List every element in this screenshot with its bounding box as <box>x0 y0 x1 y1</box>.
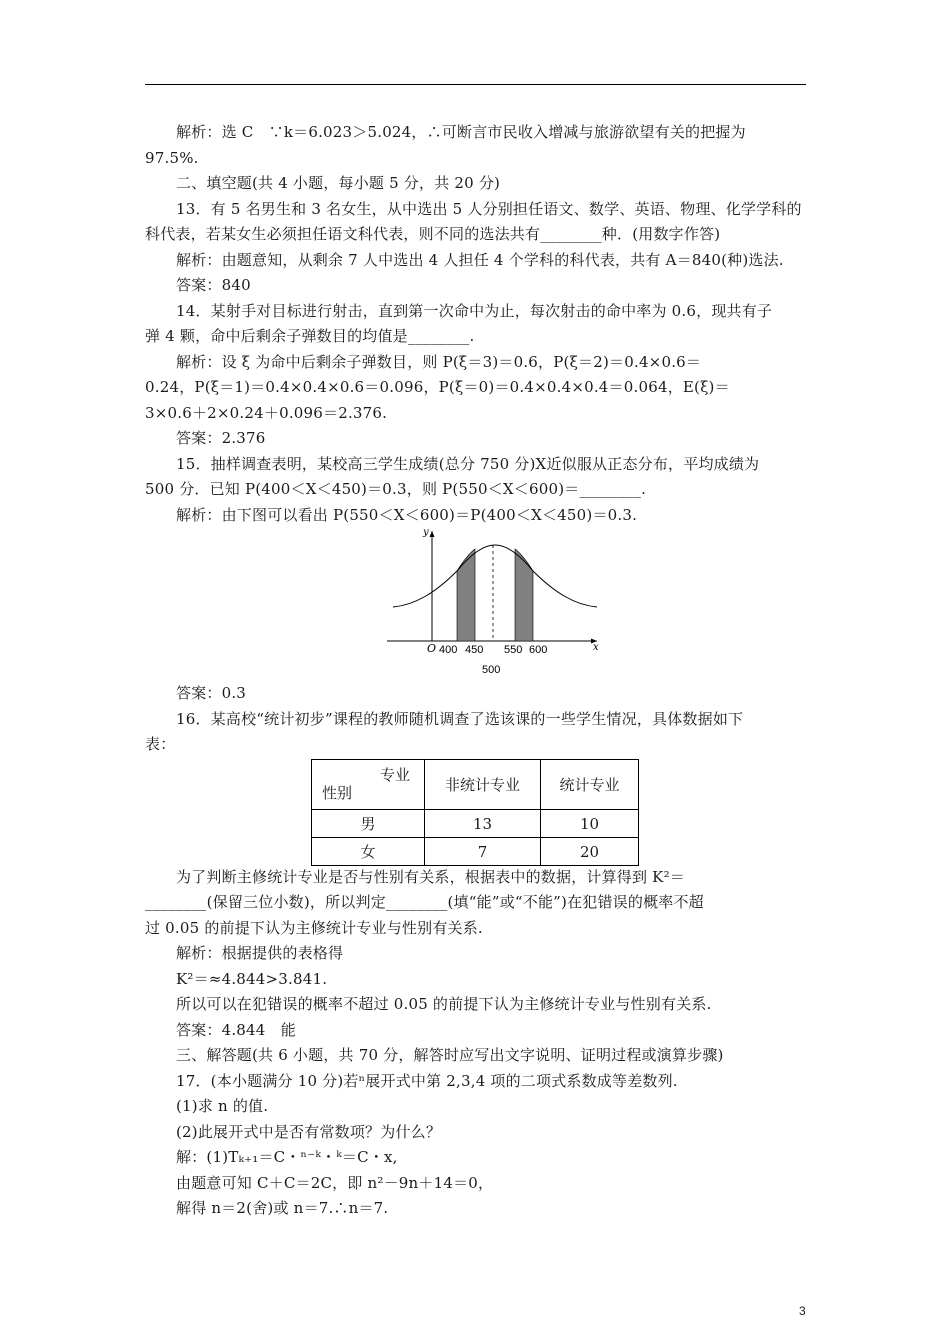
text-line: 为了判断主修统计专业是否与性别有关系，根据表中的数据，计算得到 K²＝ <box>176 868 685 886</box>
x-axis-label: x <box>593 642 599 653</box>
tick-label: 600 <box>529 644 548 656</box>
text-line: 解析：根据提供的表格得 <box>176 944 344 962</box>
corner-bottom-label: 性别 <box>322 784 353 802</box>
table-row <box>312 810 639 838</box>
text-line: 由题意可知 C＋C＝2C，即 n²－9n＋14＝0， <box>176 1174 494 1192</box>
text-line: 过 0.05 的前提下认为主修统计专业与性别有关系. <box>145 919 483 937</box>
text-line: K²＝≈4.844>3.841. <box>176 970 328 988</box>
y-axis-arrow <box>430 531 435 537</box>
question-17: 17．(本小题满分 10 分)若ⁿ展开式中第 2,3,4 项的二项式系数成等差数列. <box>176 1072 678 1090</box>
origin-label: O <box>427 642 437 655</box>
row-label: 女 <box>312 838 425 866</box>
header-rule <box>145 84 806 85</box>
text-line: 97.5%. <box>145 149 199 167</box>
question-14: 14．某射手对目标进行射击，直到第一次命中为止，每次射击的命中率为 0.6，现共有子 <box>176 302 773 320</box>
y-axis-label: y <box>423 527 429 538</box>
table-cell: 20 <box>541 838 639 866</box>
shaded-region-550-600 <box>515 549 533 641</box>
text-line: 解析：由题意知，从剩余 7 人中选出 4 人担任 4 个学科的科代表，共有 A＝840(种)选法. <box>176 251 784 269</box>
text-line: 0.24，P(ξ＝1)＝0.4×0.4×0.6＝0.096，P(ξ＝0)＝0.4×0.4×0.4＝0.064，E(ξ)＝ <box>145 378 730 396</box>
page-number: 3 <box>799 1304 806 1318</box>
question-13: 13．有 5 名男生和 3 名女生，从中选出 5 人分别担任语文、数学、英语、物理、化学学科的 <box>176 200 802 218</box>
answer-15: 答案：0.3 <box>176 684 247 702</box>
tick-label: 400 <box>439 644 458 656</box>
table-header-row <box>312 760 639 810</box>
text-line: (2)此展开式中是否有常数项？为什么？ <box>176 1123 442 1141</box>
table-cell: 10 <box>541 810 639 838</box>
question-16: 16．某高校“统计初步”课程的教师随机调查了选该课的一些学生情况，具体数据如下 <box>176 710 744 728</box>
text-line: 科代表，若某女生必须担任语文科代表，则不同的选法共有________种．(用数字作答) <box>145 225 721 243</box>
row-label: 男 <box>312 810 425 838</box>
text-line: 解得 n＝2(舍)或 n＝7.∴n＝7. <box>176 1199 389 1217</box>
table-cell: 7 <box>425 838 541 866</box>
answer-13: 答案：840 <box>176 276 251 294</box>
tick-label: 450 <box>465 644 484 656</box>
section-heading: 二、填空题(共 4 小题，每小题 5 分，共 20 分) <box>176 174 501 192</box>
text-line: 解析：设 ξ 为命中后剩余子弹数目，则 P(ξ＝3)＝0.6，P(ξ＝2)＝0.4×0.6＝ <box>176 353 702 371</box>
text-line: 所以可以在犯错误的概率不超过 0.05 的前提下认为主修统计专业与性别有关系. <box>176 995 712 1013</box>
answer-14: 答案：2.376 <box>176 429 266 447</box>
table-cell: 13 <box>425 810 541 838</box>
text-line: 解析：由下图可以看出 P(550＜X＜600)＝P(400＜X＜450)＝0.3. <box>176 506 638 524</box>
text-line: 500 分．已知 P(400＜X＜450)＝0.3，则 P(550＜X＜600)＝________. <box>145 480 647 498</box>
tick-label: 550 <box>504 644 523 656</box>
corner-top-label: 专业 <box>379 766 410 784</box>
data-table <box>311 759 639 866</box>
section-heading: 三、解答题(共 6 小题，共 70 分，解答时应写出文字说明、证明过程或演算步骤) <box>176 1046 724 1064</box>
table-corner-cell <box>312 760 425 810</box>
column-header: 统计专业 <box>541 760 639 810</box>
column-header: 非统计专业 <box>425 760 541 810</box>
shaded-region-400-450 <box>457 549 475 641</box>
table-row <box>312 838 639 866</box>
text-line: 表： <box>145 735 176 753</box>
text-line: 3×0.6＋2×0.24＋0.096＝2.376. <box>145 404 388 422</box>
question-15: 15．抽样调查表明，某校高三学生成绩(总分 750 分)X近似服从正态分布，平均成绩为 <box>176 455 760 473</box>
text-line: 弹 4 颗，命中后剩余子弹数目的均值是________. <box>145 327 475 345</box>
text-line: 解析：选 C ∵k＝6.023＞5.024，∴可断言市民收入增减与旅游欲望有关的把握为 <box>176 123 746 141</box>
normal-curve <box>393 545 597 607</box>
text-line: ________(保留三位小数)，所以判定________(填“能”或“不能”)在犯错误的概率不超 <box>145 893 704 911</box>
text-line: 解：(1)Tₖ₊₁＝C・ⁿ⁻ᵏ・ᵏ＝C・x, <box>176 1148 398 1166</box>
mean-label: 500 <box>482 664 501 676</box>
answer-16: 答案：4.844 能 <box>176 1021 296 1039</box>
text-line: (1)求 n 的值. <box>176 1097 269 1115</box>
normal-distribution-figure <box>375 523 605 683</box>
